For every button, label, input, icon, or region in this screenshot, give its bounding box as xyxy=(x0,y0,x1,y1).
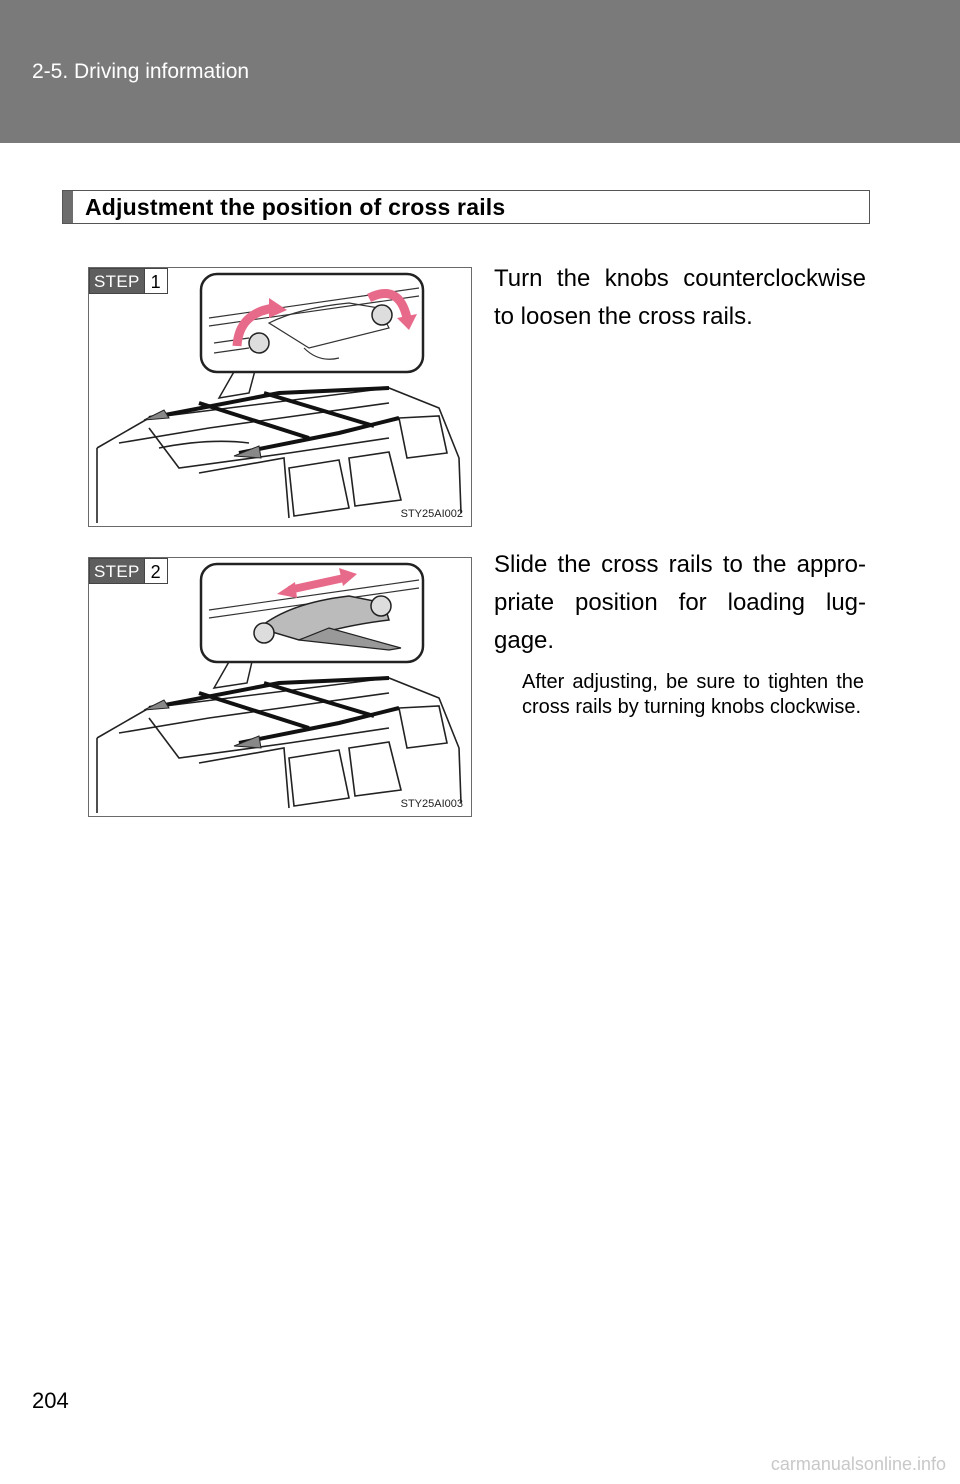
step-2-figure-code: STY25AI003 xyxy=(400,798,463,810)
step-2-number: 2 xyxy=(144,559,167,583)
step-1-number: 1 xyxy=(144,269,167,293)
page-number: 204 xyxy=(32,1388,69,1413)
section-heading xyxy=(62,190,870,224)
roof-rack-knob-loosen-illustration xyxy=(89,268,472,527)
breadcrumb: 2-5. Driving information xyxy=(32,60,250,83)
step-1-instruction: Turn the knobs counterclockwise to loosen the cross rails. xyxy=(494,265,866,330)
step-1-label: STEP xyxy=(90,269,144,293)
roof-rack-slide-illustration xyxy=(89,558,472,817)
step-1-illustration xyxy=(88,267,472,527)
step-2-label: STEP xyxy=(90,559,144,583)
step-2-illustration xyxy=(88,557,472,817)
step-1-badge xyxy=(89,268,168,294)
step-2-note: After adjusting, be sure to tighten the cross rails by turning knobs clockwise. xyxy=(522,671,864,718)
section-heading-text: Adjustment the position of cross rails xyxy=(85,193,506,220)
step-1-figure-code: STY25AI002 xyxy=(400,508,463,520)
heading-tab-marker xyxy=(63,191,73,223)
page-header-band xyxy=(0,0,960,143)
step-2-badge xyxy=(89,558,168,584)
watermark-text: carmanualsonline.info xyxy=(770,1454,946,1474)
step-2-instruction: Slide the cross rails to the appro-priate position for loading lug-gage. xyxy=(494,551,866,654)
